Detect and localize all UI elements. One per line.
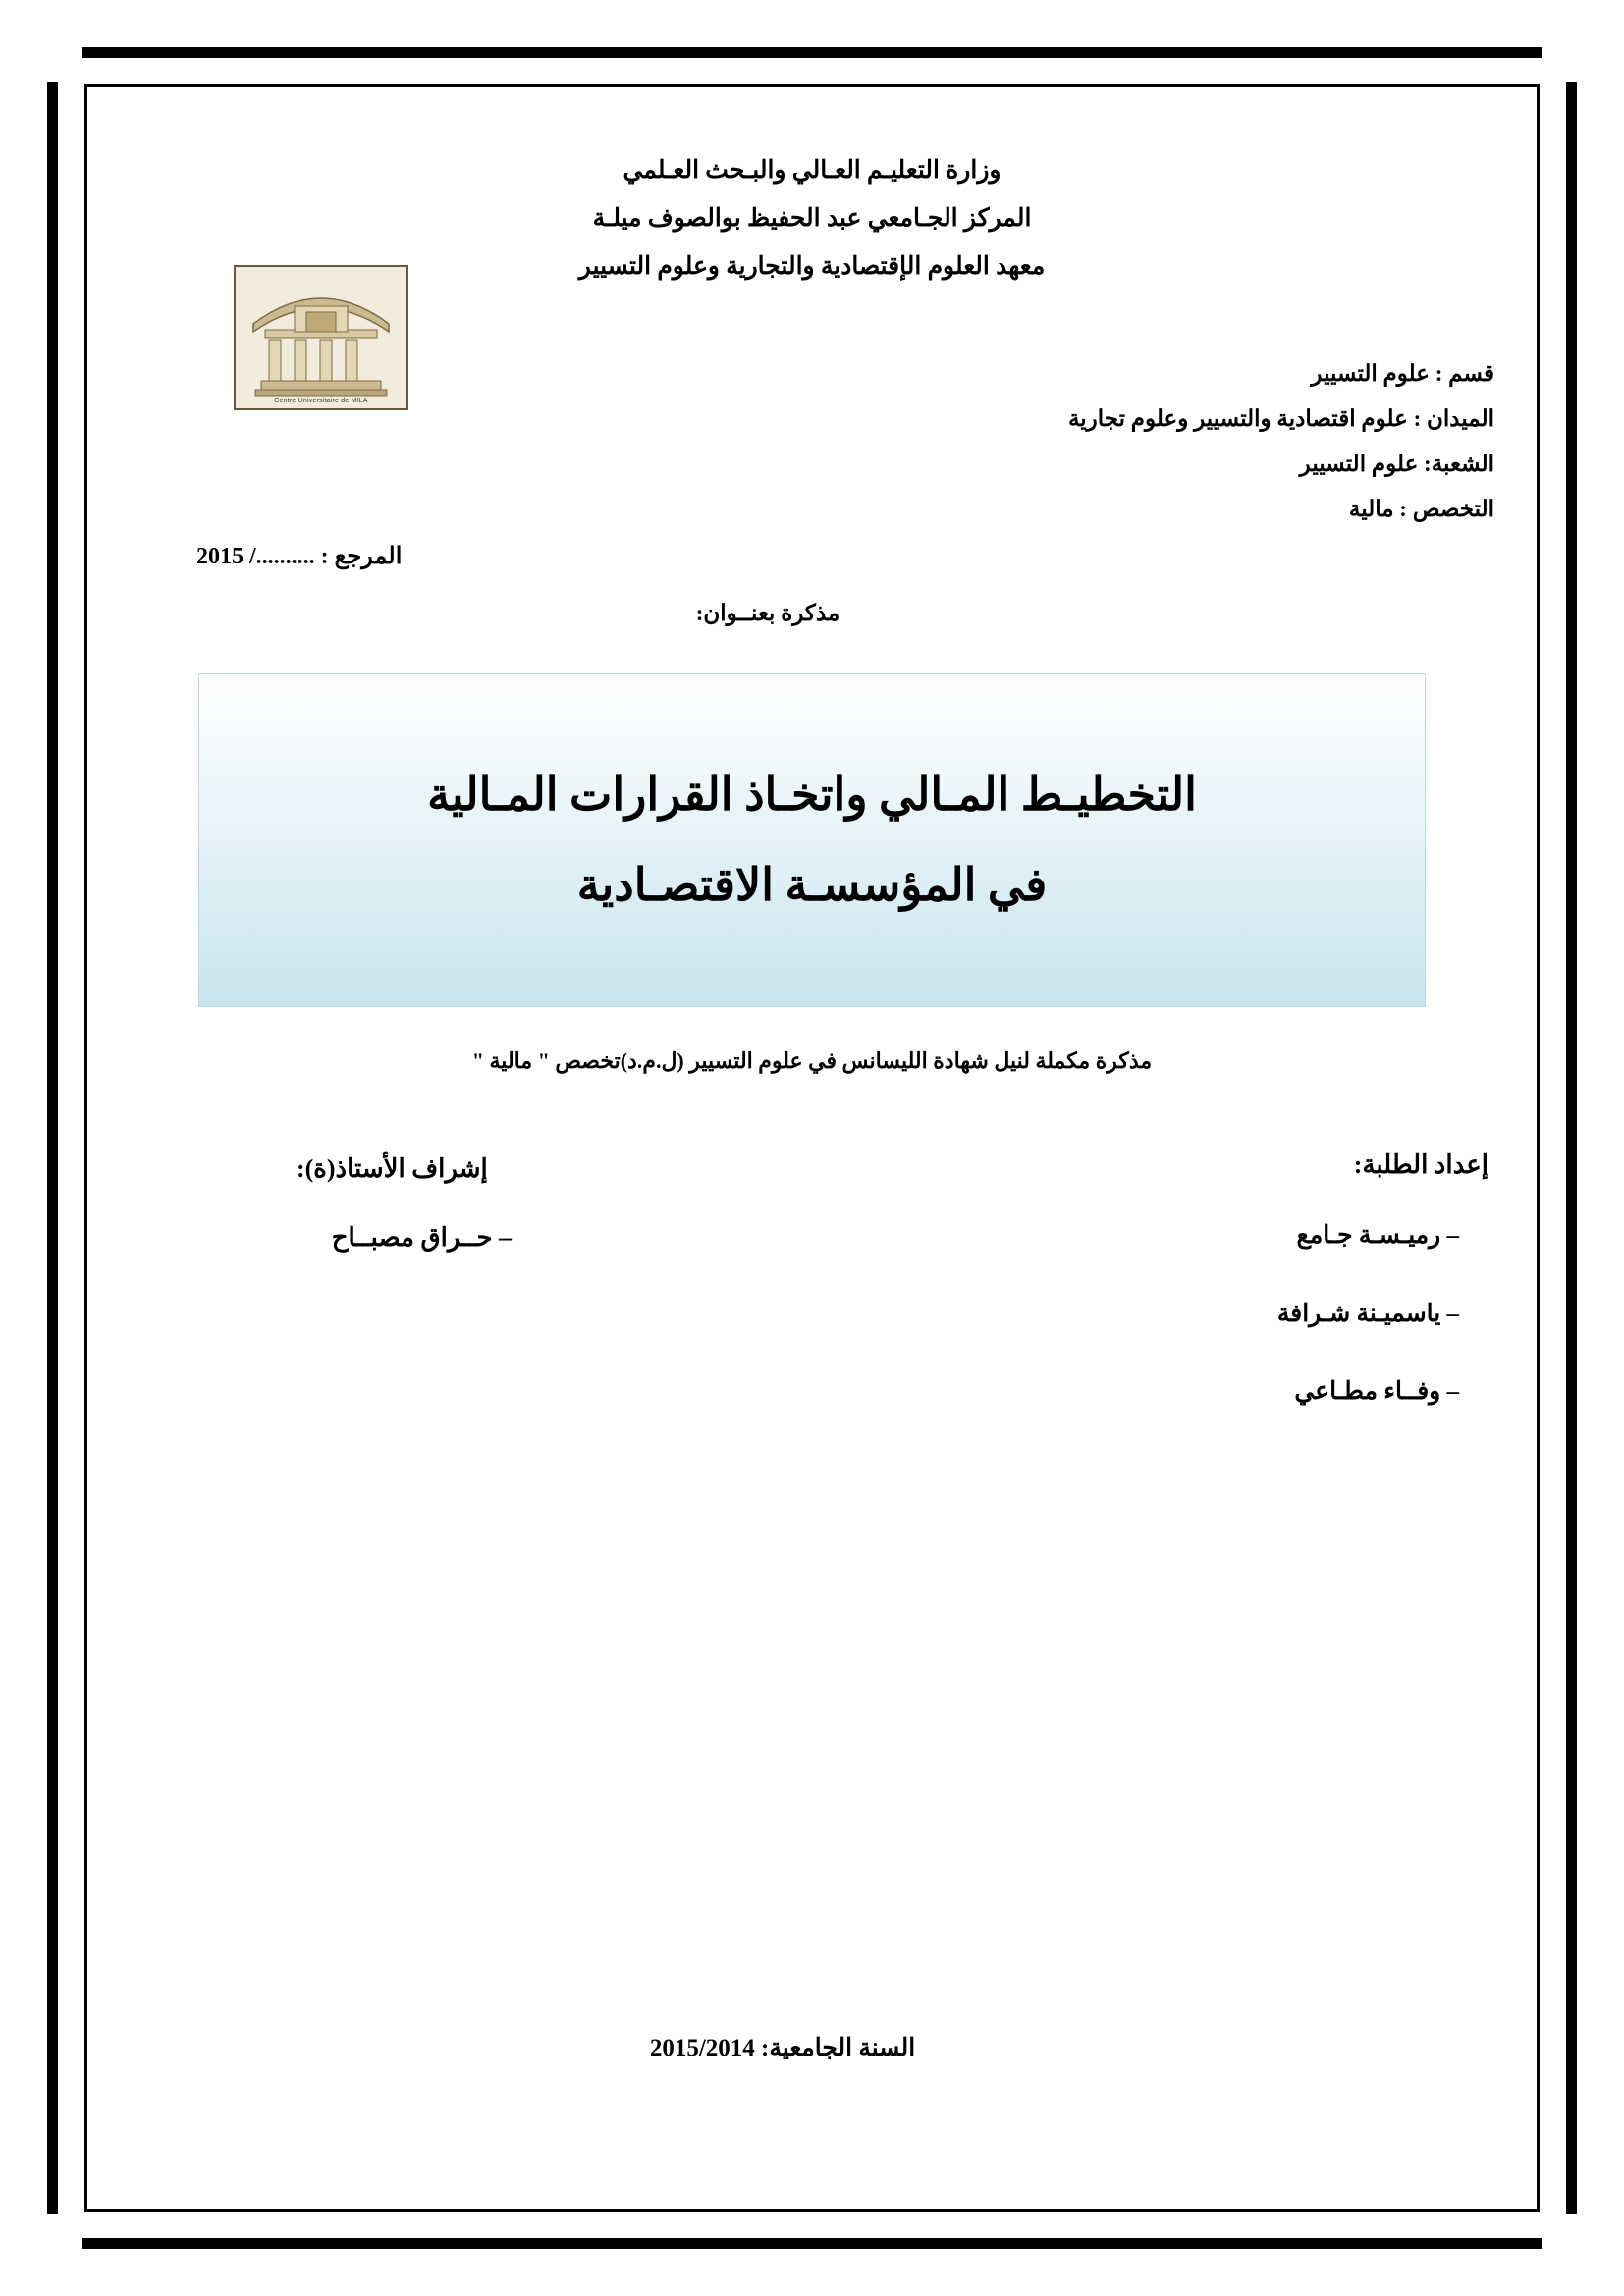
thesis-subtitle: مذكرة مكملة لنيل شهادة الليسانس في علوم التسيير (ل.م.د)تخصص " مالية " xyxy=(471,1048,1153,1074)
reference-number: المرجع : ........../ 2015 xyxy=(196,544,403,569)
student-name-2: – ياسميـنة شـرافة xyxy=(1276,1300,1459,1327)
supervisor-column xyxy=(118,1150,785,1253)
students-column xyxy=(839,1150,1506,1452)
student-name-3: – وفــاء مطـاعي xyxy=(1294,1378,1459,1406)
thesis-title-box xyxy=(198,673,1426,1007)
supervisor-heading: إشراف الأستاذ(ة): xyxy=(296,1154,488,1184)
corner-notch-bottom-left xyxy=(39,2214,82,2257)
meta-speciality: التخصص : مالية xyxy=(1348,497,1494,522)
corner-notch-top-left xyxy=(39,39,82,82)
corner-notch-bottom-right xyxy=(1542,2214,1585,2257)
thesis-title-line-2: في المؤسسـة الاقتصـادية xyxy=(576,860,1048,911)
corner-notch-top-right xyxy=(1542,39,1585,82)
meta-branch: الشعبة: علوم التسيير xyxy=(1299,452,1494,477)
header-line-ministry: وزارة التعليـم العـالي والبـحث العـلمي xyxy=(623,157,1001,184)
student-name-1: – رميـسـة جـامع xyxy=(1296,1222,1459,1250)
document-header xyxy=(118,118,1506,291)
logo-caption: Centre Universitaire de MILA xyxy=(274,398,368,404)
memo-label: مذكرة بعنــوان: xyxy=(695,601,840,626)
header-line-institute: معهد العلوم الإقتصادية والتجارية وعلوم التسيير xyxy=(578,252,1046,280)
header-line-university: المركز الجـامعي عبد الحفيظ بوالصوف ميلـة xyxy=(592,204,1032,232)
thesis-title-line-1: التخطيـط المـالي واتخـاذ القرارات المـالية xyxy=(427,770,1197,821)
students-heading: إعداد الطلبة: xyxy=(1353,1150,1489,1180)
meta-field: الميدان : علوم اقتصادية والتسيير وعلوم تجارية xyxy=(1067,406,1494,432)
academic-year: السنة الجامعية: 2015/2014 xyxy=(649,2035,916,2061)
people-section xyxy=(118,1150,1506,1452)
supervisor-name: – حــراق مصبــاح xyxy=(331,1223,513,1253)
meta-department: قسم : علوم التسيير xyxy=(1311,361,1494,387)
page-content xyxy=(118,118,1506,2178)
